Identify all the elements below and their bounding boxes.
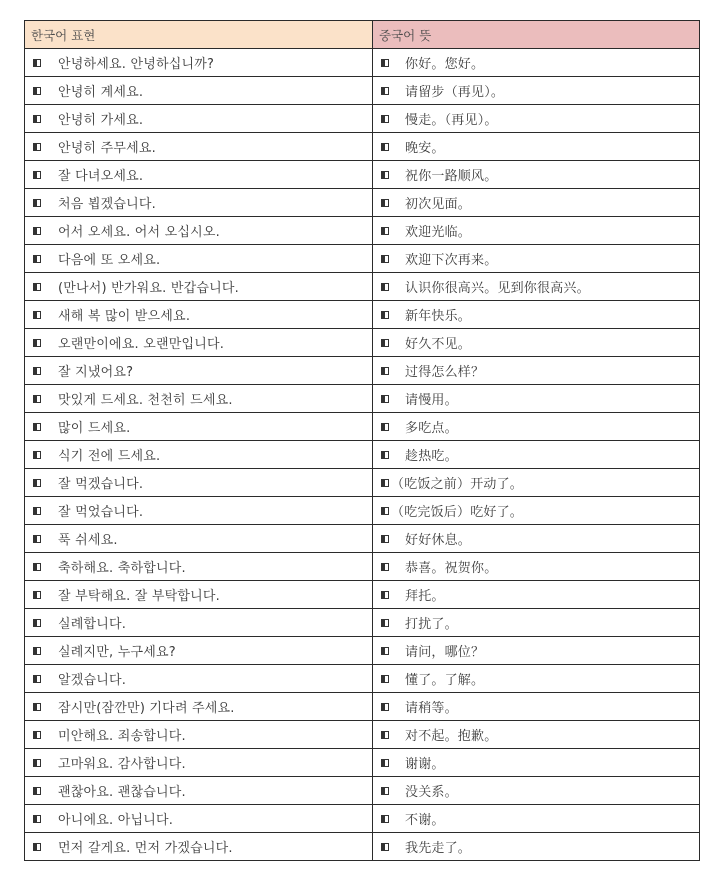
chinese-phrase: 认识你很高兴。见到你很高兴。 bbox=[405, 281, 590, 296]
chinese-phrase: 懂了。了解。 bbox=[405, 673, 485, 688]
chinese-cell bbox=[373, 77, 700, 105]
bullet-icon bbox=[381, 143, 389, 151]
korean-cell bbox=[25, 161, 373, 189]
table-row bbox=[25, 441, 700, 469]
bullet-icon bbox=[381, 87, 389, 95]
korean-phrase: 아니에요. 아닙니다. bbox=[58, 813, 174, 828]
korean-phrase: 어서 오세요. 어서 오십시오. bbox=[58, 225, 220, 240]
chinese-cell bbox=[373, 693, 700, 721]
korean-cell bbox=[25, 833, 373, 861]
korean-phrase: 오랜만이에요. 오랜만입니다. bbox=[58, 337, 225, 352]
bullet-icon bbox=[381, 815, 389, 823]
korean-phrase: 새해 복 많이 받으세요. bbox=[58, 309, 191, 324]
korean-cell bbox=[25, 245, 373, 273]
chinese-cell bbox=[373, 133, 700, 161]
chinese-phrase: 恭喜。祝贺你。 bbox=[405, 561, 498, 576]
chinese-cell bbox=[373, 833, 700, 861]
bullet-icon bbox=[381, 367, 389, 375]
bullet-icon bbox=[33, 787, 41, 795]
bullet-icon bbox=[33, 843, 41, 851]
korean-phrase: 잘 부탁해요. 잘 부탁합니다. bbox=[58, 589, 220, 604]
bullet-icon bbox=[33, 59, 41, 67]
korean-cell bbox=[25, 441, 373, 469]
bullet-icon bbox=[33, 703, 41, 711]
table-row bbox=[25, 301, 700, 329]
chinese-phrase: 请慢用。 bbox=[405, 393, 458, 408]
table-row bbox=[25, 749, 700, 777]
chinese-phrase: 祝你一路顺风。 bbox=[405, 169, 498, 184]
table-row bbox=[25, 833, 700, 861]
bullet-icon bbox=[381, 563, 389, 571]
korean-phrase: (만나서) 반가워요. 반갑습니다. bbox=[58, 281, 239, 296]
chinese-cell bbox=[373, 749, 700, 777]
bullet-icon bbox=[33, 507, 41, 515]
bullet-icon bbox=[33, 227, 41, 235]
table-row bbox=[25, 133, 700, 161]
chinese-cell bbox=[373, 805, 700, 833]
bullet-icon bbox=[33, 171, 41, 179]
chinese-phrase: 请问，哪位？ bbox=[405, 645, 485, 660]
bullet-icon bbox=[381, 451, 389, 459]
korean-cell bbox=[25, 385, 373, 413]
korean-cell bbox=[25, 693, 373, 721]
bullet-icon bbox=[33, 675, 41, 683]
table-row bbox=[25, 49, 700, 77]
korean-phrase: 잘 먹었습니다. bbox=[58, 505, 144, 520]
bullet-icon bbox=[33, 535, 41, 543]
table-row bbox=[25, 385, 700, 413]
table-row bbox=[25, 105, 700, 133]
korean-cell bbox=[25, 637, 373, 665]
korean-cell bbox=[25, 189, 373, 217]
bullet-icon bbox=[33, 451, 41, 459]
chinese-phrase: 欢迎光临。 bbox=[405, 225, 472, 240]
bullet-icon bbox=[381, 171, 389, 179]
korean-phrase: 실례지만, 누구세요? bbox=[58, 645, 176, 660]
phrase-rows bbox=[25, 49, 700, 861]
chinese-phrase: 请留步（再见）。 bbox=[405, 85, 505, 100]
korean-cell bbox=[25, 133, 373, 161]
header-row bbox=[25, 21, 700, 49]
chinese-phrase: 不谢。 bbox=[405, 813, 445, 828]
bullet-icon bbox=[381, 507, 389, 515]
chinese-cell bbox=[373, 413, 700, 441]
bullet-icon bbox=[381, 619, 389, 627]
korean-cell bbox=[25, 413, 373, 441]
chinese-cell bbox=[373, 497, 700, 525]
korean-cell bbox=[25, 721, 373, 749]
table-row bbox=[25, 217, 700, 245]
chinese-cell bbox=[373, 301, 700, 329]
bullet-icon bbox=[381, 199, 389, 207]
chinese-phrase: 慢走。（再见）。 bbox=[405, 113, 498, 128]
bullet-icon bbox=[33, 115, 41, 123]
bullet-icon bbox=[33, 367, 41, 375]
chinese-phrase: 好久不见。 bbox=[405, 337, 472, 352]
bullet-icon bbox=[33, 255, 41, 263]
chinese-cell bbox=[373, 441, 700, 469]
table-row bbox=[25, 329, 700, 357]
chinese-phrase: 初次见面。 bbox=[405, 197, 472, 212]
chinese-phrase: 欢迎下次再来。 bbox=[405, 253, 498, 268]
korean-cell bbox=[25, 525, 373, 553]
bullet-icon bbox=[381, 59, 389, 67]
chinese-phrase: （吃饭之前）开动了。 bbox=[391, 477, 524, 492]
korean-cell bbox=[25, 777, 373, 805]
korean-phrase: 잘 먹겠습니다. bbox=[58, 477, 144, 492]
bullet-icon bbox=[381, 255, 389, 263]
table-row bbox=[25, 609, 700, 637]
bullet-icon bbox=[381, 647, 389, 655]
chinese-phrase: 新年快乐。 bbox=[405, 309, 472, 324]
table-row bbox=[25, 777, 700, 805]
korean-phrase: 축하해요. 축하합니다. bbox=[58, 561, 186, 576]
bullet-icon bbox=[33, 479, 41, 487]
bullet-icon bbox=[381, 311, 389, 319]
header-chinese: 중국어 뜻 bbox=[373, 21, 700, 49]
chinese-cell bbox=[373, 581, 700, 609]
korean-phrase: 실례합니다. bbox=[58, 617, 127, 632]
table-row bbox=[25, 553, 700, 581]
korean-cell bbox=[25, 273, 373, 301]
chinese-phrase: 对不起。抱歉。 bbox=[405, 729, 498, 744]
korean-cell bbox=[25, 329, 373, 357]
header-korean: 한국어 표현 bbox=[25, 21, 373, 49]
bullet-icon bbox=[33, 731, 41, 739]
chinese-phrase: （吃完饭后）吃好了。 bbox=[391, 505, 524, 520]
bullet-icon bbox=[381, 115, 389, 123]
chinese-cell bbox=[373, 245, 700, 273]
chinese-cell bbox=[373, 357, 700, 385]
korean-phrase: 미안해요. 죄송합니다. bbox=[58, 729, 186, 744]
korean-cell bbox=[25, 609, 373, 637]
bullet-icon bbox=[381, 675, 389, 683]
chinese-cell bbox=[373, 469, 700, 497]
korean-phrase: 맛있게 드세요. 천천히 드세요. bbox=[58, 393, 233, 408]
chinese-phrase: 你好。您好。 bbox=[405, 57, 485, 72]
bullet-icon bbox=[381, 283, 389, 291]
bullet-icon bbox=[33, 563, 41, 571]
korean-cell bbox=[25, 357, 373, 385]
korean-phrase: 잠시만(잠깐만) 기다려 주세요. bbox=[58, 701, 235, 716]
korean-cell bbox=[25, 497, 373, 525]
bullet-icon bbox=[381, 339, 389, 347]
table-row bbox=[25, 721, 700, 749]
korean-cell bbox=[25, 469, 373, 497]
bullet-icon bbox=[33, 647, 41, 655]
bullet-icon bbox=[33, 339, 41, 347]
bullet-icon bbox=[381, 759, 389, 767]
chinese-cell bbox=[373, 525, 700, 553]
table-row bbox=[25, 497, 700, 525]
bullet-icon bbox=[381, 731, 389, 739]
bullet-icon bbox=[33, 283, 41, 291]
korean-phrase: 고마워요. 감사합니다. bbox=[58, 757, 186, 772]
korean-phrase: 다음에 또 오세요. bbox=[58, 253, 161, 268]
korean-phrase: 안녕히 가세요. bbox=[58, 113, 144, 128]
table-row bbox=[25, 77, 700, 105]
table-row bbox=[25, 245, 700, 273]
korean-cell bbox=[25, 105, 373, 133]
bullet-icon bbox=[33, 759, 41, 767]
chinese-cell bbox=[373, 385, 700, 413]
chinese-phrase: 请稍等。 bbox=[405, 701, 458, 716]
chinese-cell bbox=[373, 329, 700, 357]
bullet-icon bbox=[381, 787, 389, 795]
bullet-icon bbox=[33, 143, 41, 151]
table-row bbox=[25, 665, 700, 693]
chinese-cell bbox=[373, 665, 700, 693]
korean-phrase: 잘 다녀오세요. bbox=[58, 169, 144, 184]
korean-cell bbox=[25, 49, 373, 77]
bullet-icon bbox=[33, 619, 41, 627]
chinese-cell bbox=[373, 189, 700, 217]
bullet-icon bbox=[33, 423, 41, 431]
korean-cell bbox=[25, 77, 373, 105]
korean-phrase: 괜찮아요. 괜찮습니다. bbox=[58, 785, 186, 800]
korean-phrase: 안녕히 계세요. bbox=[58, 85, 144, 100]
korean-cell bbox=[25, 665, 373, 693]
bullet-icon bbox=[381, 227, 389, 235]
chinese-cell bbox=[373, 777, 700, 805]
chinese-phrase: 晚安。 bbox=[405, 141, 445, 156]
table-row bbox=[25, 637, 700, 665]
chinese-cell bbox=[373, 273, 700, 301]
chinese-phrase: 拜托。 bbox=[405, 589, 445, 604]
korean-cell bbox=[25, 805, 373, 833]
chinese-cell bbox=[373, 637, 700, 665]
table-row bbox=[25, 525, 700, 553]
table-row bbox=[25, 581, 700, 609]
table-row bbox=[25, 805, 700, 833]
chinese-phrase: 趁热吃。 bbox=[405, 449, 458, 464]
table-row bbox=[25, 357, 700, 385]
korean-phrase: 안녕히 주무세요. bbox=[58, 141, 156, 156]
chinese-cell bbox=[373, 105, 700, 133]
bullet-icon bbox=[381, 703, 389, 711]
chinese-cell bbox=[373, 553, 700, 581]
bullet-icon bbox=[381, 395, 389, 403]
bullet-icon bbox=[381, 423, 389, 431]
table-row bbox=[25, 693, 700, 721]
bullet-icon bbox=[381, 591, 389, 599]
bullet-icon bbox=[33, 311, 41, 319]
chinese-cell bbox=[373, 49, 700, 77]
phrase-table bbox=[24, 20, 700, 861]
korean-cell bbox=[25, 217, 373, 245]
chinese-phrase: 打扰了。 bbox=[405, 617, 458, 632]
korean-cell bbox=[25, 553, 373, 581]
chinese-phrase: 过得怎么样？ bbox=[405, 365, 485, 380]
bullet-icon bbox=[33, 87, 41, 95]
bullet-icon bbox=[381, 479, 389, 487]
table-row bbox=[25, 273, 700, 301]
korean-cell bbox=[25, 301, 373, 329]
korean-phrase: 푹 쉬세요. bbox=[58, 533, 118, 548]
bullet-icon bbox=[381, 535, 389, 543]
chinese-cell bbox=[373, 217, 700, 245]
table-row bbox=[25, 189, 700, 217]
korean-phrase: 식기 전에 드세요. bbox=[58, 449, 161, 464]
bullet-icon bbox=[33, 591, 41, 599]
chinese-cell bbox=[373, 161, 700, 189]
chinese-cell bbox=[373, 721, 700, 749]
table-row bbox=[25, 469, 700, 497]
chinese-phrase: 谢谢。 bbox=[405, 757, 445, 772]
korean-cell bbox=[25, 749, 373, 777]
korean-phrase: 안녕하세요. 안녕하십니까? bbox=[58, 57, 215, 72]
table-row bbox=[25, 413, 700, 441]
korean-phrase: 처음 뵙겠습니다. bbox=[58, 197, 156, 212]
korean-phrase: 먼저 갈게요. 먼저 가겠습니다. bbox=[58, 841, 233, 856]
korean-phrase: 많이 드세요. bbox=[58, 421, 131, 436]
korean-phrase: 잘 지냈어요? bbox=[58, 365, 134, 380]
chinese-phrase: 我先走了。 bbox=[405, 841, 472, 856]
chinese-phrase: 没关系。 bbox=[405, 785, 458, 800]
korean-phrase: 알겠습니다. bbox=[58, 673, 127, 688]
chinese-cell bbox=[373, 609, 700, 637]
korean-cell bbox=[25, 581, 373, 609]
bullet-icon bbox=[33, 199, 41, 207]
bullet-icon bbox=[33, 395, 41, 403]
chinese-phrase: 多吃点。 bbox=[405, 421, 458, 436]
chinese-phrase: 好好休息。 bbox=[405, 533, 472, 548]
table-row bbox=[25, 161, 700, 189]
bullet-icon bbox=[381, 843, 389, 851]
bullet-icon bbox=[33, 815, 41, 823]
